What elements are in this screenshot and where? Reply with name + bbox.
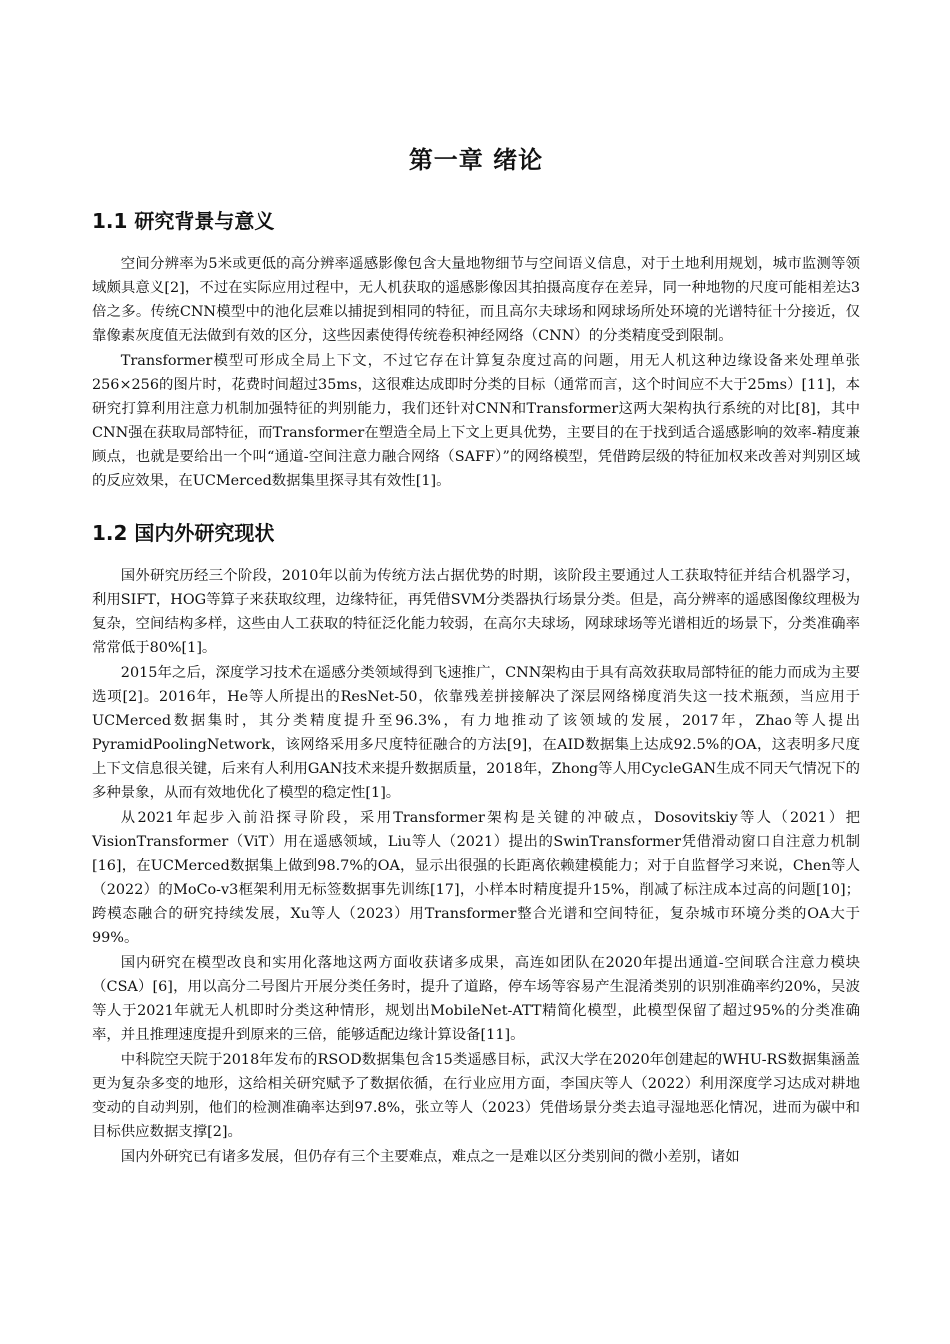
paragraph: 2015年之后，深度学习技术在遥感分类领域得到飞速推广，CNN架构由于具有高效获取局部特征的能力而成为主要选项[2]。2016年，He等人所提出的ResNet-50，依靠残差拼接解决了深层网络梯度消失这一技术瓶颈，当应用于UCMerced数据集时，其分类精度提升至96.3%，有力地推动了该领域的发展，2017年，Zhao等人提出PyramidPoolingNetwork，该网络采用多尺度特征融合的方法[9]，在AID数据集上达成92.5%的OA，这表明多尺度上下文信息很关键，后来有人利用GAN技术来提升数据质量，2018年，Zhong等人用CycleGAN生成不同天气情况下的多种景象，从而有效地优化了模型的稳定性[1]。 [92, 665, 860, 801]
section-1-1 [92, 205, 860, 493]
paragraph: 中科院空天院于2018年发布的RSOD数据集包含15类遥感目标，武汉大学在2020年创建起的WHU-RS数据集涵盖更为复杂多变的地形，这给相关研究赋予了数据依循，在行业应用方面，李国庆等人（2022）利用深度学习达成对耕地变动的自动判别，他们的检测准确率达到97.8%，张立等人（2023）凭借场景分类去追寻湿地恶化情况，进而为碳中和目标供应数据支撑[2]。 [92, 1052, 860, 1140]
document-page [92, 140, 860, 1193]
paragraph: 从2021年起步入前沿探寻阶段，采用Transformer架构是关键的冲破点，Dosovitskiy等人（2021）把VisionTransformer（ViT）用在遥感领域，Liu等人（2021）提出的SwinTransformer凭借滑动窗口自注意力机制[16]，在UCMerced数据集上做到98.7%的OA，显示出很强的长距离依赖建模能力；对于自监督学习来说，Chen等人（2022）的MoCo-v3框架利用无标签数据事先训练[17]，小样本时精度提升15%，削减了标注成本过高的问题[10]；跨模态融合的研究持续发展，Xu等人（2023）用Transformer整合光谱和空间特征，复杂城市环境分类的OA大于99%。 [92, 810, 860, 946]
paragraph: 国外研究历经三个阶段，2010年以前为传统方法占据优势的时期，该阶段主要通过人工获取特征并结合机器学习，利用SIFT，HOG等算子来获取纹理，边缘特征，再凭借SVM分类器执行场景分类。但是，高分辨率的遥感图像纹理极为复杂，空间结构多样，这些由人工获取的特征泛化能力较弱，在高尔夫球场，网球球场等光谱相近的场景下，分类准确率常常低于80%[1]。 [92, 568, 860, 656]
paragraph: 国内研究在模型改良和实用化落地这两方面收获诸多成果，高连如团队在2020年提出通道-空间联合注意力模块（CSA）[6]，用以高分二号图片开展分类任务时，提升了道路，停车场等容易产生混淆类别的识别准确率约20%，吴波等人于2021年就无人机即时分类这种情形，规划出MobileNet-ATT精简化模型，此模型保留了超过95%的分类准确率，并且推理速度提升到原来的三倍，能够适配边缘计算设备[11]。 [92, 955, 860, 1043]
paragraph: 空间分辨率为5米或更低的高分辨率遥感影像包含大量地物细节与空间语义信息，对于土地利用规划，城市监测等领域颇具意义[2]，不过在实际应用过程中，无人机获取的遥感影像因其拍摄高度存在差异，同一种地物的尺度可能相差达3倍之多。传统CNN模型中的池化层难以捕捉到相同的特征，而且高尔夫球场和网球场所处环境的光谱特征十分接近，仅靠像素灰度值无法做到有效的区分，这些因素使得传统卷积神经网络（CNN）的分类精度受到限制。 [92, 256, 860, 344]
section-heading: 1.2 国内外研究现状 [92, 521, 275, 545]
chapter-title: 第一章 绪论 [408, 146, 544, 174]
paragraph: Transformer模型可形成全局上下文，不过它存在计算复杂度过高的问题，用无人机这种边缘设备来处理单张256×256的图片时，花费时间超过35ms，这很难达成即时分类的目标（通常而言，这个时间应不大于25ms）[11]，本研究打算利用注意力机制加强特征的判别能力，我们还针对CNN和Transformer这两大架构执行系统的对比[8]，其中CNN强在获取局部特征，而Transformer在塑造全局上下文上更具优势，主要目的在于找到适合遥感影响的效率-精度兼顾点，也就是要给出一个叫“通道-空间注意力融合网络（SAFF）”的网络模型，凭借跨层级的特征加权来改善对判别区域的反应效果，在UCMerced数据集里探寻其有效性[1]。 [92, 353, 860, 489]
section-heading: 1.1 研究背景与意义 [92, 209, 275, 233]
paragraph: 国内外研究已有诸多发展，但仍存有三个主要难点，难点之一是难以区分类别间的微小差别，诸如 [120, 1149, 740, 1165]
section-1-2 [92, 517, 860, 1169]
